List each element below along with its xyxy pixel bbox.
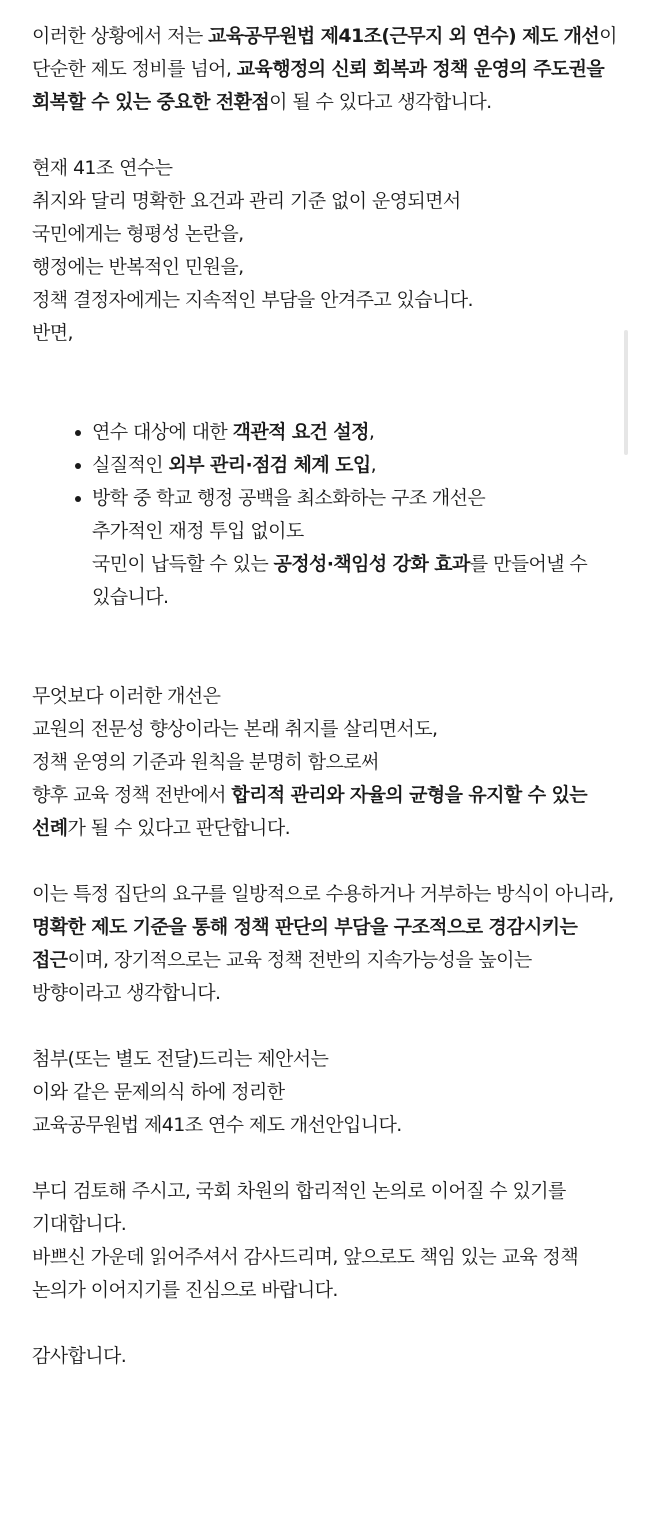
benefit-line: 가 될 수 있다고 판단합니다. [67, 817, 291, 839]
attachment-line: 첨부(또는 별도 전달)드리는 제안서는 [32, 1048, 329, 1070]
status-line: 정책 결정자에게는 지속적인 부담을 안겨주고 있습니다. [32, 289, 473, 311]
intro-text-1: 이러한 상황에서 저는 [32, 25, 209, 47]
intro-bold-2: 교육행정의 신뢰 회복과 정책 운영의 주도권을 회복할 수 있는 중요한 전환점 [32, 58, 605, 113]
letter-body [32, 20, 622, 1406]
request-line: 바쁘신 가운데 읽어주셔서 감사드리며, 앞으로도 책임 있는 교육 정책 논의가 이어지기를 진심으로 바랍니다. [32, 1246, 579, 1301]
paragraph-attachment [32, 1043, 622, 1142]
list-item-text: , [370, 454, 377, 476]
intro-text-3: 이 될 수 있다고 생각합니다. [269, 91, 492, 113]
benefit-bold: 합리적 관리와 자율의 균형을 유지할 수 있는 선례 [32, 784, 587, 839]
status-line: 현재 41조 연수는 [32, 157, 173, 179]
closing-text: 감사합니다. [32, 1345, 127, 1367]
list-item-bold: 객관적 요건 설정 [232, 421, 369, 443]
paragraph-current-status [32, 152, 622, 350]
attachment-line: 교육공무원법 제41조 연수 제도 개선안입니다. [32, 1114, 402, 1136]
status-line: 국민에게는 형평성 논란을, [32, 223, 244, 245]
benefit-line: 무엇보다 이러한 개선은 [32, 685, 221, 707]
attachment-line: 이와 같은 문제의식 하에 정리한 [32, 1081, 285, 1103]
list-item [92, 416, 622, 449]
list-item-text: 를 만들어낼 수 있습니다. [92, 553, 588, 608]
benefit-line: 정책 운영의 기준과 원칙을 분명히 함으로써 [32, 751, 379, 773]
paragraph-benefits [32, 680, 622, 845]
approach-bold: 명확한 제도 기준을 통해 정책 판단의 부담을 구조적으로 경감시키는 접근 [32, 916, 578, 971]
status-line: 행정에는 반복적인 민원을, [32, 256, 244, 278]
paragraph-approach [32, 878, 622, 1010]
paragraph-request [32, 1175, 622, 1307]
paragraph-intro [32, 20, 622, 119]
list-item-text: 실질적인 [92, 454, 169, 476]
intro-bold-1: 교육공무원법 제41조(근무지 외 연수) 제도 개선 [208, 25, 600, 47]
improvement-list [32, 416, 622, 614]
request-line: 부디 검토해 주시고, 국회 차원의 합리적인 논의로 이어질 수 있기를 기대합니다. [32, 1180, 566, 1235]
approach-text: 이며, 장기적으로는 교육 정책 전반의 지속가능성을 높이는 방향이라고 생각합니다. [32, 949, 532, 1004]
benefit-line: 교원의 전문성 향상이라는 본래 취지를 살리면서도, [32, 718, 438, 740]
list-item-bold: 외부 관리·점검 체계 도입 [168, 454, 371, 476]
list-item-text: 방학 중 학교 행정 공백을 최소화하는 구조 개선은 [92, 487, 486, 509]
spacer [32, 350, 622, 416]
list-item-text: , [368, 421, 375, 443]
intro-text-2: 이 단순한 제도 정비를 넘어, [32, 25, 617, 80]
scrollbar-thumb[interactable] [624, 330, 628, 455]
approach-text: 이는 특정 집단의 요구를 일방적으로 수용하거나 거부하는 방식이 아니라, [32, 883, 614, 905]
list-item [92, 482, 622, 614]
benefit-line: 향후 교육 정책 전반에서 [32, 784, 232, 806]
list-item [92, 449, 622, 482]
list-item-text: 연수 대상에 대한 [92, 421, 233, 443]
status-line: 취지와 달리 명확한 요건과 관리 기준 없이 운영되면서 [32, 190, 461, 212]
list-item-text: 추가적인 재정 투입 없이도 [92, 520, 304, 542]
status-line: 반면, [32, 322, 73, 344]
list-item-bold: 공정성·책임성 강화 효과 [273, 553, 470, 575]
list-item-text: 국민이 납득할 수 있는 [92, 553, 274, 575]
